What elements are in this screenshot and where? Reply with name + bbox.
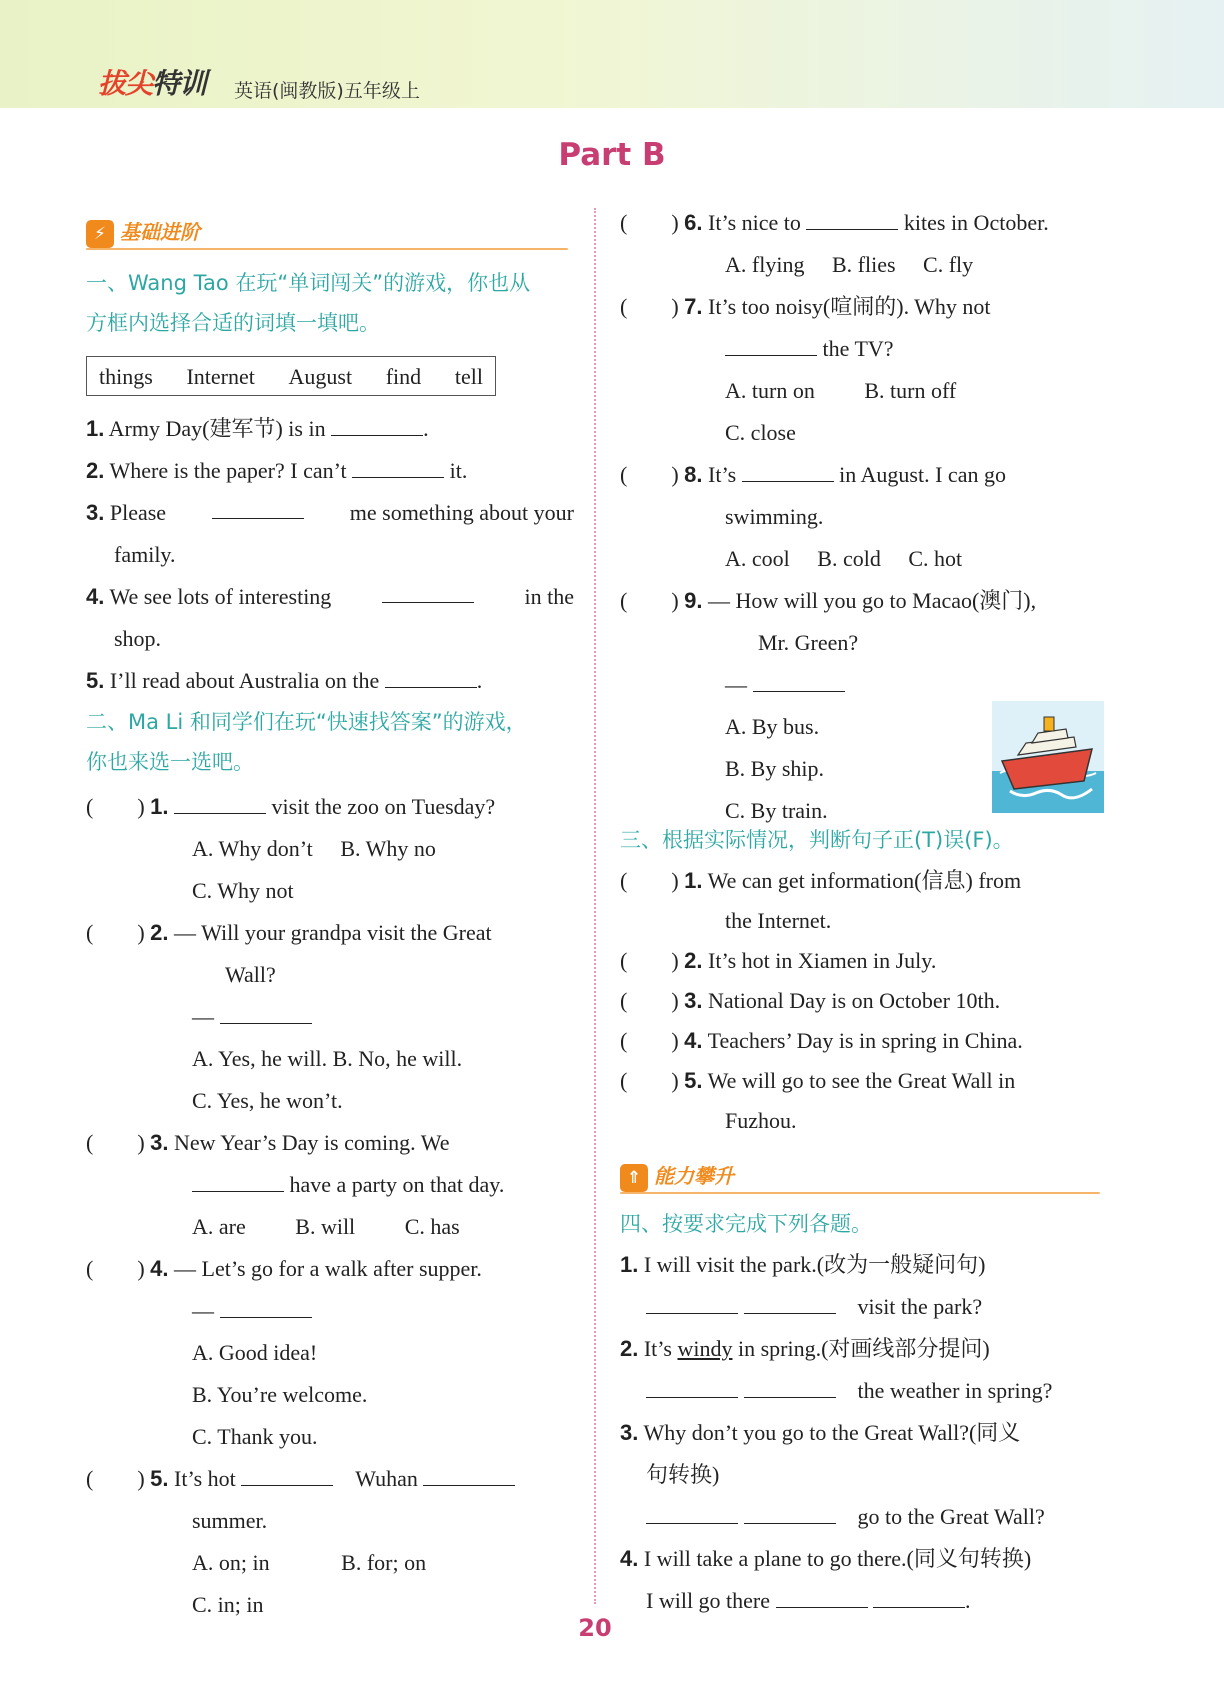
p3-q5: ( ) 5. We will go to see the Great Wall in <box>620 1068 1016 1093</box>
answer-blank[interactable] <box>646 1377 738 1398</box>
p2-q4: ( ) 4. — Let’s go for a walk after supper. <box>86 1256 482 1281</box>
p1-q3: 3. Please me something about your <box>86 500 574 525</box>
answer-blank[interactable] <box>873 1587 965 1608</box>
p2-q5-options: A. on; in B. for; on <box>192 1550 427 1575</box>
answer-blank[interactable] <box>646 1293 738 1314</box>
p2-q8-cont: swimming. <box>725 504 824 529</box>
p1-q1: 1. Army Day(建军节) is in . <box>86 416 429 441</box>
runner-icon: ⚡ <box>86 220 114 248</box>
p1-q4: 4. We see lots of interesting in the <box>86 584 574 609</box>
p2-q7: ( ) 7. It’s too noisy(喧闹的). Why not <box>620 294 991 319</box>
p3-q1-cont: the Internet. <box>725 908 832 933</box>
answer-blank[interactable] <box>385 667 477 688</box>
answer-blank[interactable] <box>174 793 266 814</box>
p2-q7-option-c: C. close <box>725 420 796 445</box>
brand-logo: 拔尖特训 <box>98 67 207 100</box>
p4-q3-cont: 句转换) <box>646 1462 720 1487</box>
p2-q1-options: A. Why don’t B. Why no <box>192 836 436 861</box>
p4-q2-answer: the weather in spring? <box>646 1376 1052 1406</box>
book-title: 英语(闽教版)五年级上 <box>234 80 420 102</box>
p2-q1: ( ) 1. visit the zoo on Tuesday? <box>86 794 496 819</box>
p3-q3: ( ) 3. National Day is on October 10th. <box>620 988 1001 1013</box>
p2-q2-answer: — <box>192 1002 312 1032</box>
p4-q1-answer: visit the park? <box>646 1292 982 1322</box>
part4-heading: 四、按要求完成下列各题。 <box>620 1212 872 1236</box>
section-ability: ⇑ 能力攀升 <box>620 1160 734 1192</box>
p2-q4-answer: — <box>192 1296 312 1326</box>
page-title: Part B <box>558 137 666 173</box>
part3-heading: 三、根据实际情况，判断句子正(T)误(F)。 <box>620 828 1014 852</box>
answer-blank[interactable] <box>753 671 845 692</box>
p2-q3-cont: have a party on that day. <box>192 1170 504 1200</box>
p2-q2-options: A. Yes, he will. B. No, he will. <box>192 1046 463 1071</box>
answer-blank[interactable] <box>352 457 444 478</box>
word-box: things Internet August find tell <box>86 356 496 396</box>
p2-q4-option-a: A. Good idea! <box>192 1340 318 1365</box>
p2-q7-cont: the TV? <box>725 334 894 364</box>
p2-q5-option-c: C. in; in <box>192 1592 264 1617</box>
answer-blank[interactable] <box>331 415 423 436</box>
answer-blank[interactable] <box>725 335 817 356</box>
p2-q9-option-b: B. By ship. <box>725 756 825 781</box>
p2-q9: ( ) 9. — How will you go to Macao(澳门), <box>620 588 1037 613</box>
p2-q5: ( ) 5. It’s hot Wuhan <box>86 1464 515 1494</box>
answer-blank[interactable] <box>744 1293 836 1314</box>
answer-blank[interactable] <box>212 498 304 519</box>
answer-blank[interactable] <box>241 1465 333 1486</box>
p4-q3: 3. Why don’t you go to the Great Wall?(同义 <box>620 1420 1021 1445</box>
part2-heading: 二、Ma Li 和同学们在玩“快速找答案”的游戏， 你也来选一选吧。 <box>86 710 527 774</box>
answer-blank[interactable] <box>220 1003 312 1024</box>
answer-blank[interactable] <box>423 1465 515 1486</box>
part1-heading: 一、Wang Tao 在玩“单词闯关”的游戏，你也从 方框内选择合适的词填一填吧。 <box>86 271 531 335</box>
column-divider <box>594 208 596 1604</box>
p3-q1: ( ) 1. We can get information(信息) from <box>620 868 1022 893</box>
p1-q4-cont: shop. <box>114 626 162 651</box>
answer-blank[interactable] <box>192 1171 284 1192</box>
p2-q2: ( ) 2. — Will your grandpa visit the Great <box>86 920 492 945</box>
answer-blank[interactable] <box>744 1377 836 1398</box>
climb-icon: ⇑ <box>620 1164 648 1192</box>
answer-blank[interactable] <box>220 1297 312 1318</box>
p2-q2-cont: Wall? <box>225 962 276 987</box>
p4-q4: 4. I will take a plane to go there.(同义句转换) <box>620 1546 1032 1571</box>
p3-q5-cont: Fuzhou. <box>725 1108 797 1133</box>
p4-q3-answer: go to the Great Wall? <box>646 1502 1045 1532</box>
p4-q1: 1. I will visit the park.(改为一般疑问句) <box>620 1252 986 1277</box>
p1-q2: 2. Where is the paper? I can’t it. <box>86 458 468 483</box>
p1-q3-cont: family. <box>114 542 176 567</box>
answer-blank[interactable] <box>646 1503 738 1524</box>
page-number: 20 <box>578 1614 612 1642</box>
p2-q4-option-c: C. Thank you. <box>192 1424 318 1449</box>
p2-q9-cont: Mr. Green? <box>758 630 859 655</box>
p2-q9-option-c: C. By train. <box>725 798 828 823</box>
answer-blank[interactable] <box>744 1503 836 1524</box>
p2-q2-option-c: C. Yes, he won’t. <box>192 1088 343 1113</box>
p2-q3: ( ) 3. New Year’s Day is coming. We <box>86 1130 450 1155</box>
p2-q5-cont: summer. <box>192 1508 268 1533</box>
p2-q8: ( ) 8. It’s in August. I can go <box>620 462 1006 487</box>
answer-blank[interactable] <box>806 209 898 230</box>
p2-q6: ( ) 6. It’s nice to kites in October. <box>620 210 1049 235</box>
p2-q3-options: A. are B. will C. has <box>192 1214 460 1239</box>
p2-q1-option-c: C. Why not <box>192 878 294 903</box>
p2-q9-option-a: A. By bus. <box>725 714 820 739</box>
answer-blank[interactable] <box>382 582 474 603</box>
p4-q2: 2. It’s windy in spring.(对画线部分提问) <box>620 1336 990 1361</box>
ship-illustration <box>992 701 1104 813</box>
p2-q6-options: A. flying B. flies C. fly <box>725 252 974 277</box>
answer-blank[interactable] <box>742 461 834 482</box>
p2-q4-option-b: B. You’re welcome. <box>192 1382 368 1407</box>
page-header <box>0 0 1224 108</box>
p3-q4: ( ) 4. Teachers’ Day is in spring in China. <box>620 1028 1023 1053</box>
p2-q8-options: A. cool B. cold C. hot <box>725 546 963 571</box>
answer-blank[interactable] <box>776 1587 868 1608</box>
p1-q5: 5. I’ll read about Australia on the . <box>86 668 483 693</box>
p4-q4-answer: I will go there . <box>646 1588 971 1613</box>
p3-q2: ( ) 2. It’s hot in Xiamen in July. <box>620 948 937 973</box>
p2-q9-answer: — <box>725 670 845 700</box>
p2-q7-options: A. turn on B. turn off <box>725 378 957 403</box>
section-basic: ⚡ 基础进阶 <box>86 216 200 248</box>
